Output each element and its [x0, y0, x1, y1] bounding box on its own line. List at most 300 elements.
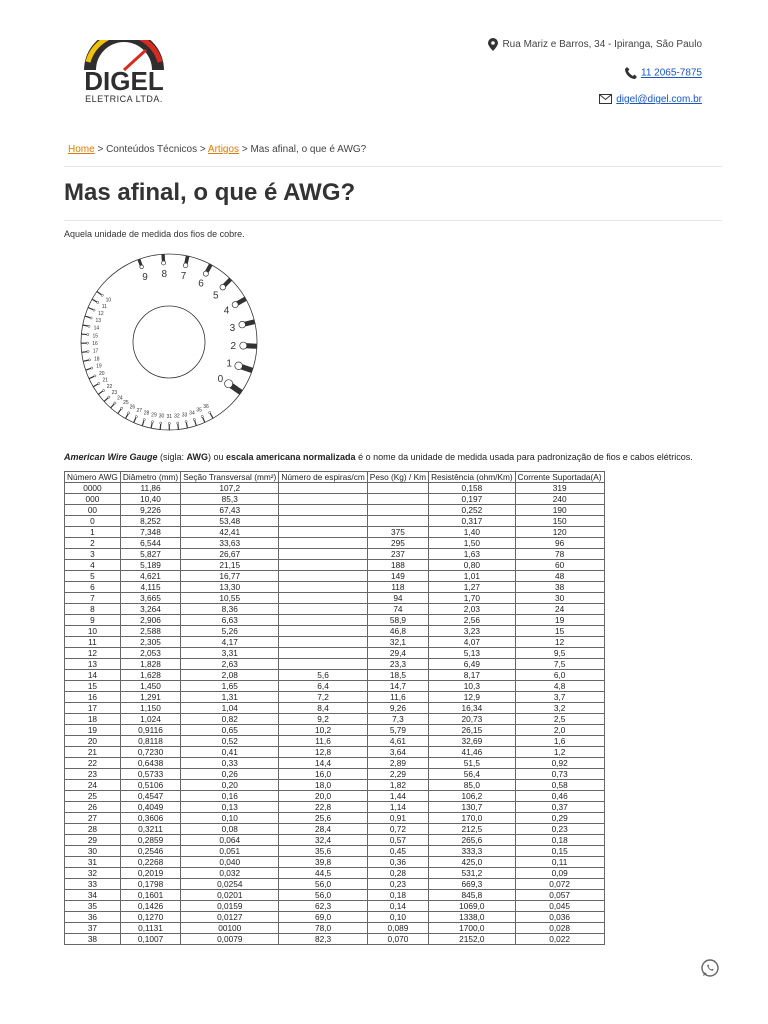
table-cell: 0,41	[181, 747, 279, 758]
table-cell	[279, 549, 367, 560]
awg-table	[64, 471, 605, 945]
table-cell: 845,8	[429, 890, 516, 901]
table-cell: 5	[65, 571, 121, 582]
table-row	[65, 791, 605, 802]
table-cell: 14	[65, 670, 121, 681]
table-cell: 0,80	[429, 560, 516, 571]
gauge-label-large: 5	[212, 290, 219, 302]
table-cell: 0,73	[515, 769, 604, 780]
table-cell: 85,3	[181, 494, 279, 505]
table-cell: 11	[65, 637, 121, 648]
gauge-label-large: 7	[180, 271, 187, 283]
table-row	[65, 593, 605, 604]
gauge-label-small: 28	[143, 410, 150, 417]
table-cell: 1,150	[120, 703, 180, 714]
table-cell: 56,0	[279, 890, 367, 901]
table-cell: 265,6	[429, 835, 516, 846]
table-cell: 0,317	[429, 516, 516, 527]
article-subtitle: Aquela unidade de medida dos fios de cobre.	[64, 229, 245, 239]
table-row	[65, 527, 605, 538]
table-cell: 82,3	[279, 934, 367, 945]
table-cell: 16,77	[181, 571, 279, 582]
gauge-label-small: 10	[105, 297, 112, 304]
table-cell: 0,3606	[120, 813, 180, 824]
logo-wordmark: DIGEL	[84, 66, 164, 96]
table-cell: 23,3	[367, 659, 428, 670]
phone-icon	[625, 67, 637, 79]
table-cell: 34	[65, 890, 121, 901]
table-cell	[279, 582, 367, 593]
gauge-label-small: 32	[174, 413, 180, 420]
table-cell: 6	[65, 582, 121, 593]
table-cell: 18	[65, 714, 121, 725]
company-logo[interactable]	[66, 40, 182, 104]
table-cell: 0,8118	[120, 736, 180, 747]
table-cell: 35	[65, 901, 121, 912]
map-pin-icon	[488, 38, 498, 51]
table-cell	[279, 516, 367, 527]
gauge-small-slot	[82, 352, 88, 353]
table-header-cell: Diâmetro (mm)	[120, 472, 180, 483]
table-header-row	[65, 472, 605, 483]
table-cell: 0,2019	[120, 868, 180, 879]
gauge-small-hole	[209, 411, 211, 413]
table-cell: 9	[65, 615, 121, 626]
table-cell	[279, 483, 367, 494]
breadcrumb-home-link[interactable]: Home	[68, 144, 95, 155]
table-cell	[367, 494, 428, 505]
table-row	[65, 824, 605, 835]
table-cell: 0,158	[429, 483, 516, 494]
table-cell: 1,024	[120, 714, 180, 725]
table-cell: 188	[367, 560, 428, 571]
table-cell: 41,46	[429, 747, 516, 758]
page-title: Mas afinal, o que é AWG?	[64, 179, 356, 206]
table-cell: 0,0079	[181, 934, 279, 945]
table-row	[65, 637, 605, 648]
gauge-slot-hole	[235, 362, 243, 370]
table-row	[65, 879, 605, 890]
table-row	[65, 626, 605, 637]
table-cell: 0,33	[181, 758, 279, 769]
table-cell: 0,0201	[181, 890, 279, 901]
table-cell: 0,11	[515, 857, 604, 868]
table-cell: 3	[65, 549, 121, 560]
table-cell: 3,23	[429, 626, 516, 637]
table-cell: 0,28	[367, 868, 428, 879]
table-row	[65, 560, 605, 571]
table-cell: 212,5	[429, 824, 516, 835]
table-row	[65, 659, 605, 670]
gauge-slot-hole	[239, 321, 246, 328]
table-cell: 69,0	[279, 912, 367, 923]
table-cell: 0,26	[181, 769, 279, 780]
table-cell: 3,665	[120, 593, 180, 604]
term-american-wire-gauge: American Wire Gauge	[64, 452, 158, 462]
table-cell: 10,40	[120, 494, 180, 505]
table-cell: 0,37	[515, 802, 604, 813]
table-row	[65, 494, 605, 505]
intro-text: é o nome da unidade de medida usada para padronização de fios e cabos elétricos.	[355, 452, 693, 462]
table-cell: 24	[65, 780, 121, 791]
table-cell: 6,49	[429, 659, 516, 670]
table-cell: 33	[65, 879, 121, 890]
table-cell: 7,2	[279, 692, 367, 703]
table-cell: 0,82	[181, 714, 279, 725]
table-row	[65, 901, 605, 912]
intro-text: ) ou	[207, 452, 226, 462]
table-cell	[279, 505, 367, 516]
gauge-small-hole	[102, 389, 104, 391]
table-cell: 237	[367, 549, 428, 560]
envelope-icon	[599, 94, 612, 104]
table-cell: 190	[515, 505, 604, 516]
gauge-label-small: 22	[106, 384, 113, 391]
table-cell: 48	[515, 571, 604, 582]
table-cell: 106,2	[429, 791, 516, 802]
table-cell: 38	[65, 934, 121, 945]
breadcrumb-separator: > Conteúdos Técnicos >	[94, 144, 208, 155]
table-cell: 120	[515, 527, 604, 538]
table-cell	[367, 483, 428, 494]
table-cell: 0,089	[367, 923, 428, 934]
table-cell: 17	[65, 703, 121, 714]
gauge-label-large: 0	[217, 374, 224, 386]
table-cell: 44,5	[279, 868, 367, 879]
table-cell: 00	[65, 505, 121, 516]
table-cell: 28	[65, 824, 121, 835]
table-cell: 74	[367, 604, 428, 615]
table-cell: 2,906	[120, 615, 180, 626]
table-row	[65, 769, 605, 780]
gauge-label-small: 16	[92, 340, 98, 347]
gauge-label-large: 1	[226, 358, 232, 370]
table-cell: 33,63	[181, 538, 279, 549]
table-cell: 1,44	[367, 791, 428, 802]
gauge-label-small: 30	[158, 413, 165, 420]
table-cell: 78,0	[279, 923, 367, 934]
table-cell: 1	[65, 527, 121, 538]
gauge-label-small: 31	[166, 413, 173, 420]
gauge-small-hole	[201, 415, 203, 417]
table-cell: 8,36	[181, 604, 279, 615]
gauge-slot-hole	[240, 342, 247, 349]
table-cell: 2,08	[181, 670, 279, 681]
table-cell: 4,8	[515, 681, 604, 692]
gauge-label-small: 26	[129, 404, 136, 411]
table-cell: 1,82	[367, 780, 428, 791]
table-cell: 25,6	[279, 813, 367, 824]
table-cell: 0,064	[181, 835, 279, 846]
table-cell: 1,27	[429, 582, 516, 593]
table-cell: 28,4	[279, 824, 367, 835]
gauge-small-hole	[193, 418, 195, 420]
table-cell: 1700,0	[429, 923, 516, 934]
table-cell: 0,1131	[120, 923, 180, 934]
table-cell: 107,2	[181, 483, 279, 494]
table-cell: 12	[65, 648, 121, 659]
gauge-small-hole	[86, 342, 88, 344]
table-cell: 15	[65, 681, 121, 692]
table-cell: 1,628	[120, 670, 180, 681]
table-header-cell: Número AWG	[65, 472, 121, 483]
table-cell: 3,7	[515, 692, 604, 703]
divider	[64, 166, 722, 167]
gauge-label-large: 2	[230, 341, 237, 353]
table-cell	[279, 571, 367, 582]
table-cell: 37	[65, 923, 121, 934]
table-cell: 60	[515, 560, 604, 571]
table-header-cell: Número de espiras/cm	[279, 472, 367, 483]
table-cell	[279, 494, 367, 505]
table-cell: 0,4049	[120, 802, 180, 813]
gauge-small-hole	[177, 422, 179, 424]
table-cell: 149	[367, 571, 428, 582]
table-cell: 22	[65, 758, 121, 769]
breadcrumb	[68, 144, 366, 155]
table-header-cell: Peso (Kg) / Km	[367, 472, 428, 483]
table-cell: 39,8	[279, 857, 367, 868]
table-cell: 1,50	[429, 538, 516, 549]
table-cell: 12	[515, 637, 604, 648]
table-cell: 51,5	[429, 758, 516, 769]
table-cell: 10,2	[279, 725, 367, 736]
phone-link[interactable]: 11 2065-7875	[641, 67, 702, 79]
intro-paragraph	[64, 452, 693, 462]
table-cell: 2,053	[120, 648, 180, 659]
table-cell: 78	[515, 549, 604, 560]
table-cell: 6,0	[515, 670, 604, 681]
table-cell: 10,3	[429, 681, 516, 692]
table-cell: 0,070	[367, 934, 428, 945]
table-cell: 1,70	[429, 593, 516, 604]
table-row	[65, 780, 605, 791]
table-cell: 1,63	[429, 549, 516, 560]
table-cell: 0,5106	[120, 780, 180, 791]
table-row	[65, 758, 605, 769]
table-cell: 1,828	[120, 659, 180, 670]
table-cell: 0,0127	[181, 912, 279, 923]
table-cell: 8,252	[120, 516, 180, 527]
table-cell	[279, 538, 367, 549]
table-cell: 669,3	[429, 879, 516, 890]
table-cell: 94	[367, 593, 428, 604]
table-row	[65, 516, 605, 527]
table-row	[65, 483, 605, 494]
gauge-label-small: 23	[111, 389, 118, 396]
table-cell: 42,41	[181, 527, 279, 538]
table-cell: 0,08	[181, 824, 279, 835]
table-cell: 240	[515, 494, 604, 505]
table-cell: 0,29	[515, 813, 604, 824]
table-cell: 1,04	[181, 703, 279, 714]
table-cell: 1,65	[181, 681, 279, 692]
table-cell: 56,0	[279, 879, 367, 890]
table-cell: 319	[515, 483, 604, 494]
table-cell: 6,4	[279, 681, 367, 692]
gauge-small-hole	[91, 367, 93, 369]
table-cell: 4,621	[120, 571, 180, 582]
table-cell: 30	[515, 593, 604, 604]
gauge-slot-hole	[225, 380, 233, 388]
table-cell: 0,022	[515, 934, 604, 945]
table-cell: 0,252	[429, 505, 516, 516]
table-cell: 0,051	[181, 846, 279, 857]
gauge-label-small: 27	[136, 407, 143, 414]
table-cell: 3,31	[181, 648, 279, 659]
gauge-label-small: 36	[203, 404, 209, 411]
table-cell: 0,18	[515, 835, 604, 846]
breadcrumb-current: > Mas afinal, o que é AWG?	[239, 144, 367, 155]
table-cell: 130,7	[429, 802, 516, 813]
table-cell: 1,40	[429, 527, 516, 538]
gauge-small-slot	[160, 424, 161, 430]
table-cell: 20,73	[429, 714, 516, 725]
table-cell: 0,58	[515, 780, 604, 791]
table-cell: 96	[515, 538, 604, 549]
table-cell: 0,23	[515, 824, 604, 835]
table-cell: 14,7	[367, 681, 428, 692]
table-cell: 11,86	[120, 483, 180, 494]
gauge-label-small: 12	[98, 310, 104, 317]
table-cell: 16,0	[279, 769, 367, 780]
table-cell: 5,26	[181, 626, 279, 637]
table-cell: 26	[65, 802, 121, 813]
table-cell: 11,6	[367, 692, 428, 703]
table-cell: 20	[65, 736, 121, 747]
table-cell: 0,65	[181, 725, 279, 736]
table-cell: 36	[65, 912, 121, 923]
table-cell: 7	[65, 593, 121, 604]
gauge-label-small: 21	[102, 377, 109, 384]
table-cell: 0,16	[181, 791, 279, 802]
table-cell: 2152,0	[429, 934, 516, 945]
gauge-slot-hole	[162, 261, 166, 265]
gauge-label-small: 14	[93, 325, 100, 332]
table-cell: 9,226	[120, 505, 180, 516]
table-cell: 00100	[181, 923, 279, 934]
table-cell: 2,588	[120, 626, 180, 637]
table-cell: 0,45	[367, 846, 428, 857]
table-cell: 2,63	[181, 659, 279, 670]
gauge-label-large: 8	[161, 268, 168, 280]
table-cell	[279, 637, 367, 648]
table-cell: 0,10	[367, 912, 428, 923]
table-cell: 0,15	[515, 846, 604, 857]
table-cell: 333,3	[429, 846, 516, 857]
table-cell: 0,52	[181, 736, 279, 747]
gauge-small-hole	[101, 294, 103, 296]
table-cell: 4	[65, 560, 121, 571]
table-cell: 1,291	[120, 692, 180, 703]
table-cell: 9,2	[279, 714, 367, 725]
gauge-label-large: 6	[198, 278, 204, 290]
table-cell: 19	[65, 725, 121, 736]
table-cell	[367, 505, 428, 516]
logo-gauge-graphic	[66, 40, 182, 104]
table-cell: 7,3	[367, 714, 428, 725]
table-cell: 32	[65, 868, 121, 879]
table-cell: 0,2546	[120, 846, 180, 857]
term-normalized-scale: escala americana normalizada	[225, 452, 356, 462]
table-cell: 5,189	[120, 560, 180, 571]
table-cell: 0,57	[367, 835, 428, 846]
table-cell: 1,31	[181, 692, 279, 703]
table-row	[65, 736, 605, 747]
table-cell: 4,17	[181, 637, 279, 648]
gauge-small-hole	[88, 325, 90, 327]
gauge-label-large: 4	[223, 305, 230, 317]
table-cell: 0,18	[367, 890, 428, 901]
gauge-small-hole	[97, 301, 99, 303]
table-cell: 13	[65, 659, 121, 670]
table-cell: 29,4	[367, 648, 428, 659]
contact-email[interactable]	[599, 94, 702, 105]
email-link[interactable]: digel@digel.com.br	[616, 94, 702, 105]
table-cell: 18,0	[279, 780, 367, 791]
whatsapp-icon[interactable]	[700, 958, 720, 978]
table-cell: 8	[65, 604, 121, 615]
gauge-label-small: 25	[123, 400, 129, 407]
table-cell: 4,115	[120, 582, 180, 593]
term-abbr: AWG	[186, 452, 208, 462]
gauge-label-small: 17	[92, 348, 99, 355]
gauge-label-small: 11	[101, 304, 107, 311]
gauge-slot-hole	[140, 265, 144, 269]
table-cell: 1,2	[515, 747, 604, 758]
table-cell: 9,26	[367, 703, 428, 714]
table-row	[65, 813, 605, 824]
table-row	[65, 835, 605, 846]
table-cell	[279, 604, 367, 615]
table-row	[65, 582, 605, 593]
gauge-small-hole	[160, 422, 162, 424]
table-cell: 2,56	[429, 615, 516, 626]
table-cell: 0,032	[181, 868, 279, 879]
table-row	[65, 670, 605, 681]
contact-address	[488, 38, 702, 51]
table-cell: 375	[367, 527, 428, 538]
table-cell	[367, 516, 428, 527]
table-cell: 0,46	[515, 791, 604, 802]
breadcrumb-articles-link[interactable]: Artigos	[207, 144, 240, 155]
table-row	[65, 681, 605, 692]
table-cell: 0,09	[515, 868, 604, 879]
table-cell: 0,072	[515, 879, 604, 890]
table-cell: 6,63	[181, 615, 279, 626]
contact-phone[interactable]	[625, 67, 702, 79]
table-header-cell: Corrente Suportada(A)	[515, 472, 604, 483]
table-cell: 150	[515, 516, 604, 527]
table-cell: 0,0159	[181, 901, 279, 912]
table-cell: 0	[65, 516, 121, 527]
table-cell: 1,450	[120, 681, 180, 692]
table-cell: 46,8	[367, 626, 428, 637]
table-row	[65, 615, 605, 626]
table-cell: 62,3	[279, 901, 367, 912]
gauge-small-hole	[120, 407, 122, 409]
table-cell: 0,5733	[120, 769, 180, 780]
gauge-label-small: 19	[96, 363, 102, 370]
gauge-small-hole	[143, 419, 145, 421]
address-text: Rua Mariz e Barros, 34 - Ipiranga, São Paulo	[502, 39, 702, 51]
table-cell: 12,9	[429, 692, 516, 703]
gauge-slot-hole	[232, 302, 238, 308]
gauge-small-hole	[98, 382, 100, 384]
table-cell: 2,5	[515, 714, 604, 725]
table-cell: 29	[65, 835, 121, 846]
table-cell: 170,0	[429, 813, 516, 824]
